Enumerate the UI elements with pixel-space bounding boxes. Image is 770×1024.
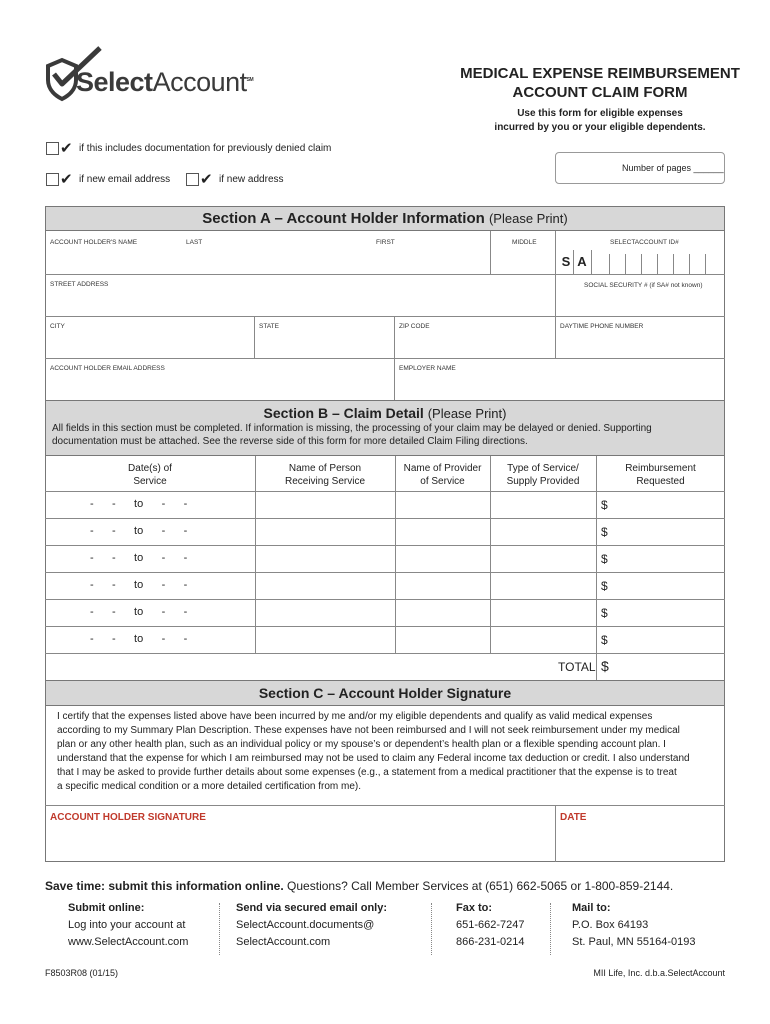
state-field[interactable]: STATE — [259, 323, 279, 330]
amount-field-4[interactable]: $ — [601, 579, 608, 593]
company-name: MII Life, Inc. d.b.a.SelectAccount — [593, 968, 725, 978]
col-amount: Reimbursement Requested — [625, 463, 696, 487]
save-time-line: Save time: submit this information online. Questions? Call Member Services at (651) 662-5065 or 1-800-859-2144. — [45, 879, 674, 893]
amount-field-2[interactable]: $ — [601, 525, 608, 539]
checkmark-icon: ✔ — [60, 171, 73, 188]
total-amount-field[interactable]: $ — [601, 658, 609, 674]
signature-field[interactable]: ACCOUNT HOLDER SIGNATURE — [50, 812, 206, 823]
account-holder-name-field[interactable]: ACCOUNT HOLDER'S NAME — [50, 239, 138, 246]
section-b-header: Section B – Claim Detail (Please Print) All fields in this section must be completed. If information is missing, the processing of your claim may be delayed or denied. Supporting documentation must be attached. See the reverse side of this form for more detailed Claim Filing directions. — [45, 400, 725, 456]
email-address-field[interactable]: ACCOUNT HOLDER EMAIL ADDRESS — [50, 365, 165, 372]
instructions-line-2: documentation must be attached. See the reverse side of this form for more detailed Claim Filing directions. — [52, 436, 528, 447]
zip-code-field[interactable]: ZIP CODE — [399, 323, 430, 330]
date-range-row-1[interactable]: - - to - - — [90, 498, 188, 510]
date-range-row-3[interactable]: - - to - - — [90, 552, 188, 564]
new-email-option[interactable]: ✔ if new email address — [46, 170, 170, 188]
ssn-field[interactable]: SOCIAL SECURITY # (if SA# not known) — [584, 282, 703, 289]
divider — [431, 903, 432, 955]
amount-field-3[interactable]: $ — [601, 552, 608, 566]
street-address-field[interactable]: STREET ADDRESS — [50, 281, 109, 288]
date-range-row-6[interactable]: - - to - - — [90, 633, 188, 645]
submit-online-block: Submit online: Log into your account at www.SelectAccount.com — [68, 900, 188, 951]
new-address-option[interactable]: ✔ if new address — [186, 170, 284, 188]
denied-claim-checkbox[interactable] — [46, 142, 59, 155]
divider — [550, 903, 551, 955]
col-dates: Date(s) of Service — [128, 463, 172, 487]
total-label: TOTAL — [558, 660, 596, 674]
checkmark-icon: ✔ — [200, 171, 213, 188]
email-block: Send via secured email only: SelectAccount.documents@ SelectAccount.com — [236, 900, 387, 951]
sa-prefix-a: A — [577, 254, 587, 269]
amount-field-5[interactable]: $ — [601, 606, 608, 620]
form-subtitle: Use this form for eligible expenses incurred by you or your eligible dependents. — [494, 108, 706, 133]
divider — [219, 903, 220, 955]
sa-prefix-s: S — [561, 254, 571, 269]
mail-block: Mail to: P.O. Box 64193 St. Paul, MN 55164-0193 — [572, 902, 696, 948]
date-range-row-4[interactable]: - - to - - — [90, 579, 188, 591]
certification-text: I certify that the expenses listed above have been incurred by me and/or my eligible dependents and qualify as valid medical expenses according to my Summary Plan Description. These expenses have not been reimbursed and I will not seek reimbursement under my medical plan or any other health plan, such as an individual policy or my spouse’s or dependent’s health plan or a flexible spending account plan. I understand that the expense for which I am reimbursed may not be used to claim any Federal income tax deduction or credit. I also understand that I may be asked to provide further details about some expenses (e.g., a statement from a medical practitioner that the expense is to treat a specific medical condition or a more detailed certification from me). — [57, 711, 690, 792]
date-field[interactable]: DATE — [560, 812, 587, 823]
middle-name-label: MIDDLE — [512, 239, 537, 246]
email-address-link[interactable]: SelectAccount.documents@ SelectAccount.com — [236, 919, 375, 948]
employer-name-field[interactable]: EMPLOYER NAME — [399, 365, 456, 372]
last-name-label: LAST — [186, 239, 203, 246]
amount-field-6[interactable]: $ — [601, 633, 608, 647]
col-type: Type of Service/ Supply Provided — [506, 463, 580, 487]
number-of-pages-field[interactable]: Number of pages ______ — [555, 152, 725, 184]
fax-block: Fax to: 651-662-7247 866-231-0214 — [456, 902, 525, 948]
checkmark-icon: ✔ — [60, 140, 73, 157]
form-code: F8503R08 (01/15) — [45, 968, 119, 978]
new-address-checkbox[interactable] — [186, 173, 199, 186]
first-name-label: FIRST — [376, 239, 395, 246]
date-range-row-5[interactable]: - - to - - — [90, 606, 188, 618]
brand-name: SelectAccount℠ — [76, 67, 254, 97]
denied-claim-option[interactable]: ✔ if this includes documentation for previously denied claim — [46, 139, 331, 157]
form-title: MEDICAL EXPENSE REIMBURSEMENT ACCOUNT CLAIM FORM — [460, 65, 740, 101]
col-person: Name of Person Receiving Service — [284, 463, 366, 487]
col-provider: Name of Provider of Service — [403, 463, 482, 487]
section-a-header: Section A – Account Holder Information (Please Print) — [45, 206, 725, 231]
section-c-header: Section C – Account Holder Signature — [45, 680, 725, 706]
instructions-line-1: All fields in this section must be completed. If information is missing, the processing of your claim may be delayed or denied. Supporting — [52, 423, 652, 434]
website-link[interactable]: www.SelectAccount.com — [68, 936, 189, 948]
new-email-checkbox[interactable] — [46, 173, 59, 186]
city-field[interactable]: CITY — [50, 323, 65, 330]
amount-field-1[interactable]: $ — [601, 498, 608, 512]
date-range-row-2[interactable]: - - to - - — [90, 525, 188, 537]
selectaccount-id-field[interactable]: SELECTACCOUNT ID# — [610, 239, 679, 246]
daytime-phone-field[interactable]: DAYTIME PHONE NUMBER — [560, 323, 644, 330]
